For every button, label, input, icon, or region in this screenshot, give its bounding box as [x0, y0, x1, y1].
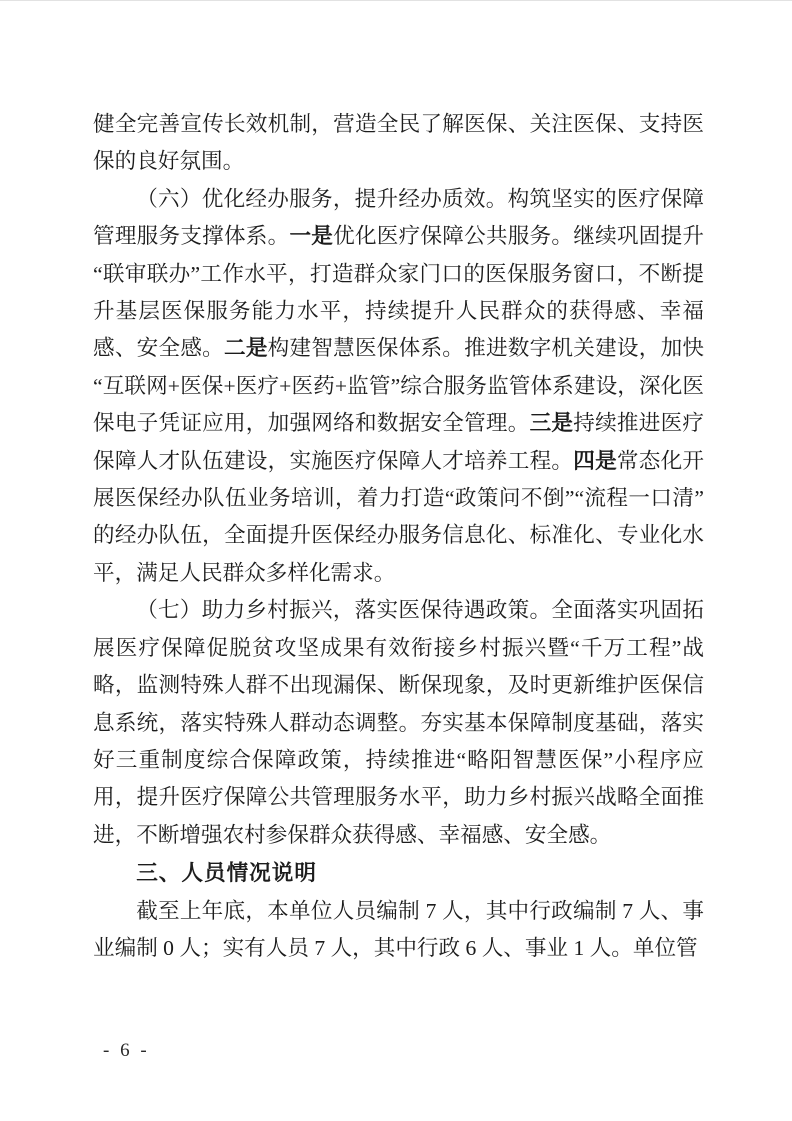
text-run: 健全完善宣传长效机制，营造全民了解医保、关注医保、支持医保的良好氛围。 [93, 112, 704, 174]
body-paragraph [93, 893, 704, 968]
document-body [93, 106, 704, 967]
text-run: 三是 [529, 411, 574, 436]
page-number: - 6 - [103, 1040, 150, 1061]
text-run: 持续推进医疗保障人才队伍建设，实施医疗保障人才培养工程。 [93, 411, 704, 473]
page-top-edge [0, 0, 792, 1]
body-paragraph [93, 181, 704, 592]
text-run: 构建智慧医保体系。推进数字机关建设，加快“互联网+医保+医疗+医药+监管”综合服务监管体系建设，深化医保电子凭证应用，加强网络和数据安全管理。 [93, 336, 704, 436]
text-run: 二是 [223, 336, 268, 361]
text-run: （七）助力乡村振兴，落实医保待遇政策。全面落实巩固拓展医疗保障促脱贫攻坚成果有效衔接乡村振兴暨“千万工程”战略，监测特殊人群不出现漏保、断保现象，及时更新维护医保信息系统，落实特殊人群动态调整。夯实基本保障制度基础，落实好三重制度综合保障政策，持续推进“略阳智慧医保”小程序应用，提升医疗保障公共管理服务水平，助力乡村振兴战略全面推进，不断增强农村参保群众获得感、幸福感、安全感。 [93, 598, 704, 847]
section-heading [93, 854, 704, 892]
text-run: 截至上年底，本单位人员编制 7 人，其中行政编制 7 人、事业编制 0 人；实有人员 7 人，其中行政 6 人、事业 1 人。单位管 [93, 898, 704, 960]
text-run: 四是 [573, 448, 617, 473]
body-paragraph [93, 592, 704, 854]
text-run: 优化医疗保障公共服务。继续巩固提升“联审联办”工作水平，打造群众家门口的医保服务窗口，不断提升基层医保服务能力水平，持续提升人民群众的获得感、幸福感、安全感。 [93, 224, 704, 361]
text-run: 一是 [289, 224, 334, 249]
text-run: （六）优化经办服务，提升经办质效。构筑坚实的医疗保障管理服务支撑体系。 [93, 186, 704, 249]
text-run: 三、人员情况说明 [136, 860, 317, 886]
body-paragraph [93, 106, 704, 181]
text-run: 常态化开展医保经办队伍业务培训，着力打造“政策问不倒”“流程一口清”的经办队伍，全面提升医保经办服务信息化、标准化、专业化水平，满足人民群众多样化需求。 [93, 448, 704, 585]
